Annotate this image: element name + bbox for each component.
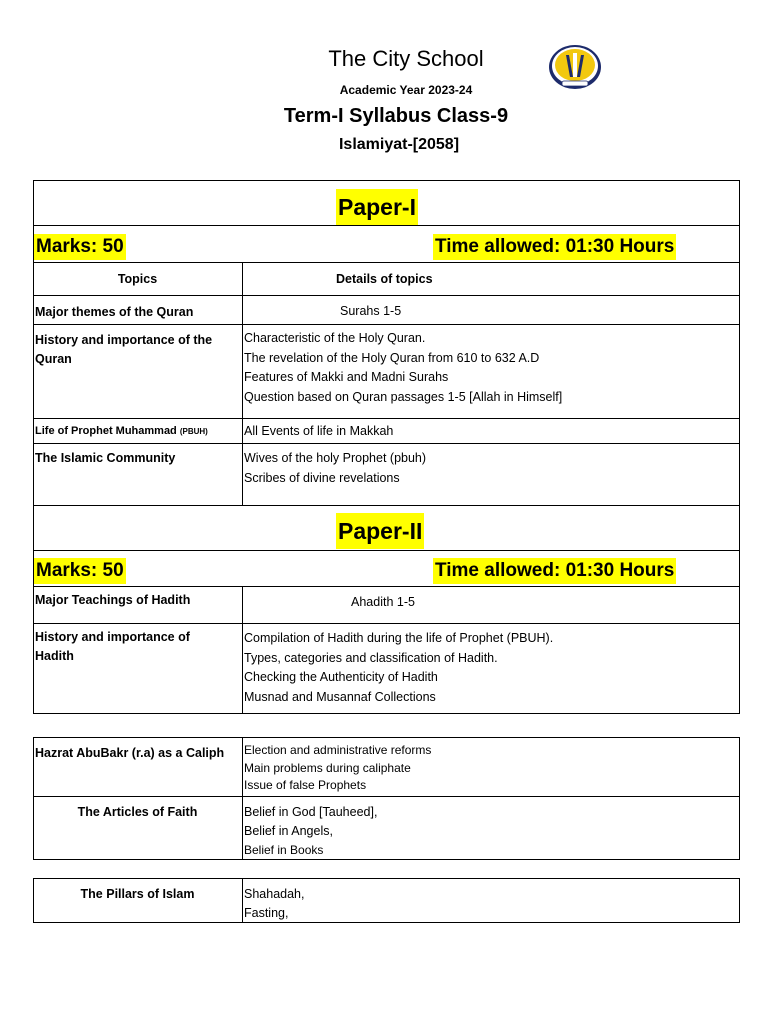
topic-hazrat-abubakr: Hazrat AbuBakr (r.a) as a Caliph	[35, 746, 225, 760]
details-teachings-hadith: Ahadith 1-5	[351, 595, 415, 609]
column-header-topics: Topics	[117, 272, 158, 286]
details-life-of-prophet: All Events of life in Makkah	[244, 424, 394, 438]
paper2-title: Paper-II	[336, 513, 424, 549]
paper1-marks: Marks: 50	[34, 234, 126, 260]
column-header-details: Details of topics	[336, 272, 433, 286]
details-articles-of-faith: Belief in God [Tauheed], Belief in Angels, Belief in Books	[244, 805, 378, 857]
details-history-hadith: Compilation of Hadith during the life of Prophet (PBUH). Types, categories and classification of Hadith. Checking the Authenticity of Hadith Musnad and Musannaf Collections	[244, 631, 554, 704]
paper1-title: Paper-I	[336, 189, 418, 225]
details-hazrat-abubakr: Election and administrative reforms Main problems during caliphate Issue of false Prophets	[244, 743, 432, 792]
academic-year: Academic Year 2023-24	[339, 83, 473, 97]
topic-articles-of-faith: The Articles of Faith	[77, 805, 198, 819]
topic-major-themes-quran: Major themes of the Quran	[35, 305, 194, 319]
details-pillars-of-islam: Shahadah, Fasting,	[244, 887, 305, 920]
topic-life-of-prophet: Life of Prophet Muhammad (PBUH)	[35, 425, 208, 437]
topic-history-hadith: History and importance of Hadith	[35, 630, 190, 663]
subject-title: Islamiyat-[2058]	[338, 136, 460, 153]
term-title: Term-I Syllabus Class-9	[283, 105, 509, 127]
topic-islamic-community: The Islamic Community	[35, 451, 176, 465]
details-major-themes-quran: Surahs 1-5	[340, 304, 402, 318]
school-name: The City School	[328, 46, 484, 71]
topic-pillars-of-islam: The Pillars of Islam	[80, 887, 195, 901]
topic-teachings-hadith: Major Teachings of Hadith	[35, 593, 191, 607]
details-history-quran: Characteristic of the Holy Quran. The revelation of the Holy Quran from 610 to 632 A.D Features of Makki and Madni Surahs Question based on Quran passages 1-5 [Allah in Himself]	[244, 331, 563, 404]
paper2-time-allowed: Time allowed: 01:30 Hours	[433, 558, 676, 584]
topic-history-quran: History and importance of the Quran	[35, 333, 213, 366]
paper2-marks: Marks: 50	[34, 558, 126, 584]
details-islamic-community: Wives of the holy Prophet (pbuh) Scribes of divine revelations	[244, 451, 427, 485]
paper1-time-allowed: Time allowed: 01:30 Hours	[433, 234, 676, 260]
school-crest-logo-icon	[548, 43, 602, 91]
